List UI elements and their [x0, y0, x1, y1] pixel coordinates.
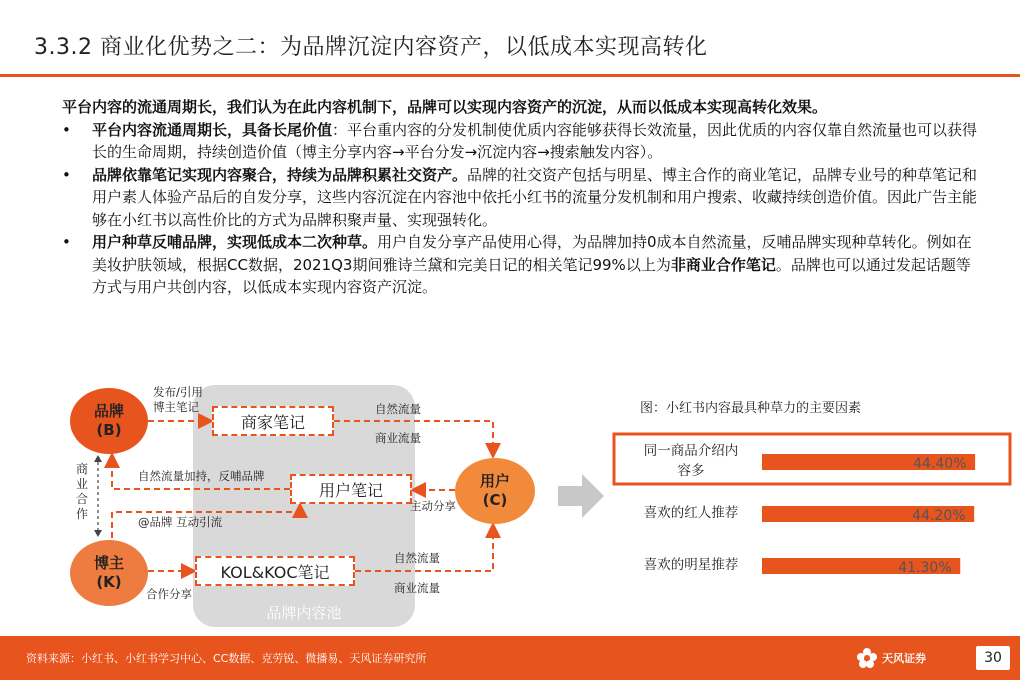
bullet-heading: 用户种草反哺品牌，实现低成本二次种草。 — [92, 233, 378, 251]
kol-note-box: KOL&KOC笔记 — [195, 556, 355, 586]
bullet-heading: 平台内容流通周期长，具备长尾价值 — [92, 120, 333, 139]
brand-node — [70, 388, 148, 454]
label-commercial-traffic-bottom: 商业流量 — [394, 581, 440, 595]
category-label: 喜欢的红人推荐 — [643, 505, 739, 521]
label-coop-char: 作 — [75, 507, 88, 521]
logo-text: 天风证券 — [882, 652, 926, 665]
label-publish-line2: 博主笔记 — [153, 400, 199, 414]
category-label: 喜欢的明星推荐 — [643, 557, 739, 573]
user-node-name: 用户 — [479, 472, 510, 490]
label-active-share: 主动分享 — [410, 499, 456, 513]
footer-source: 资料来源：小红书、小红书学习中心、CC数据、克劳锐、微播易、天风证券研究所 — [26, 652, 427, 665]
blogger-node — [70, 540, 148, 606]
user-node — [455, 458, 535, 524]
arrowhead-coop-down — [94, 530, 102, 537]
label-publish-line1: 发布/引用 — [153, 385, 203, 399]
chart-title: 图：小红书内容最具种草力的主要因素 — [640, 401, 862, 416]
brand-node-name: 品牌 — [93, 402, 124, 420]
user-note-box: 用户笔记 — [290, 474, 412, 504]
label-brand-interaction: @品牌 互动引流 — [138, 515, 223, 529]
value-label: 41.30% — [898, 560, 952, 576]
bullet-marker: • — [62, 233, 71, 251]
bullet-text: 品牌的社交资产包括与明星、博主合作的商业笔记，品牌专业号的种草笔记和用户素人体验产品后的自发分享，这些内容沉淀在内容池中依托小红书的流量分发机制和用户搜索、收藏持续创造价值。因此广告主能够在小红书以高性价比的方式为品牌积聚声量、实现强转化。 — [92, 165, 978, 229]
flower-icon — [856, 647, 878, 669]
bullet-inline-bold: 非商业合作笔记 — [670, 255, 776, 274]
label-coop-share: 合作分享 — [146, 587, 192, 601]
bullet-text: ：平台重内容的分发机制使优质内容能够获得长效流量，因此优质的内容仅靠自然流量也可以获得长的生命周期，持续创造价值（博主分享内容→平台分发→沉淀内容→搜索触发内容）。 — [92, 120, 978, 161]
label-natural-traffic-top: 自然流量 — [375, 402, 421, 416]
label-coop-char: 合 — [75, 492, 88, 506]
arrowhead-coop-up — [94, 455, 102, 462]
transition-arrow-icon — [558, 474, 606, 518]
label-coop-char: 业 — [75, 477, 88, 491]
lead-paragraph: 平台内容的流通周期长，我们认为在此内容机制下，品牌可以实现内容资产的沉淀，从而以低成本实现高转化效果。 — [62, 98, 828, 116]
footer-logo — [856, 644, 940, 672]
value-label: 44.20% — [912, 508, 966, 524]
brand-node-code: (B) — [96, 421, 122, 439]
slide-title: 3.3.2 商业化优势之二：为品牌沉淀内容资产，以低成本实现高转化 — [34, 35, 708, 60]
label-commercial-coop — [75, 462, 89, 522]
label-coop-char: 商 — [75, 462, 88, 476]
bar-chart — [612, 420, 1012, 590]
bullet-marker: • — [62, 165, 71, 184]
bullet-text: 。品牌也可以通过发起话题等方式与用户共创内容，以低成本实现内容资产沉淀。 — [92, 255, 971, 296]
merchant-note-box: 商家笔记 — [212, 406, 334, 436]
bullet-heading: 品牌依靠笔记实现内容聚合，持续为品牌积累社交资产。 — [92, 165, 468, 184]
category-label: 容多 — [677, 463, 705, 479]
user-node-code: (C) — [482, 491, 508, 509]
blogger-node-code: (K) — [96, 573, 122, 591]
bullet-marker: • — [62, 120, 71, 139]
category-label: 同一商品介绍内 — [643, 443, 739, 459]
value-label: 44.40% — [913, 456, 967, 472]
label-natural-traffic-bottom: 自然流量 — [394, 551, 440, 565]
label-commercial-traffic-top: 商业流量 — [375, 431, 421, 445]
bullet-text: 用户自发分享产品使用心得，为品牌加持0成本自然流量，反哺品牌实现种草转化。例如在美妆护肤领域，根据CC数据，2021Q3期间雅诗兰黛和完美日记的相关笔记99%以上为 — [92, 233, 972, 274]
page-number: 30 — [976, 646, 1010, 670]
pool-label: 品牌内容池 — [266, 604, 342, 622]
blogger-node-name: 博主 — [93, 554, 124, 572]
label-feedback: 自然流量加持，反哺品牌 — [138, 469, 265, 483]
